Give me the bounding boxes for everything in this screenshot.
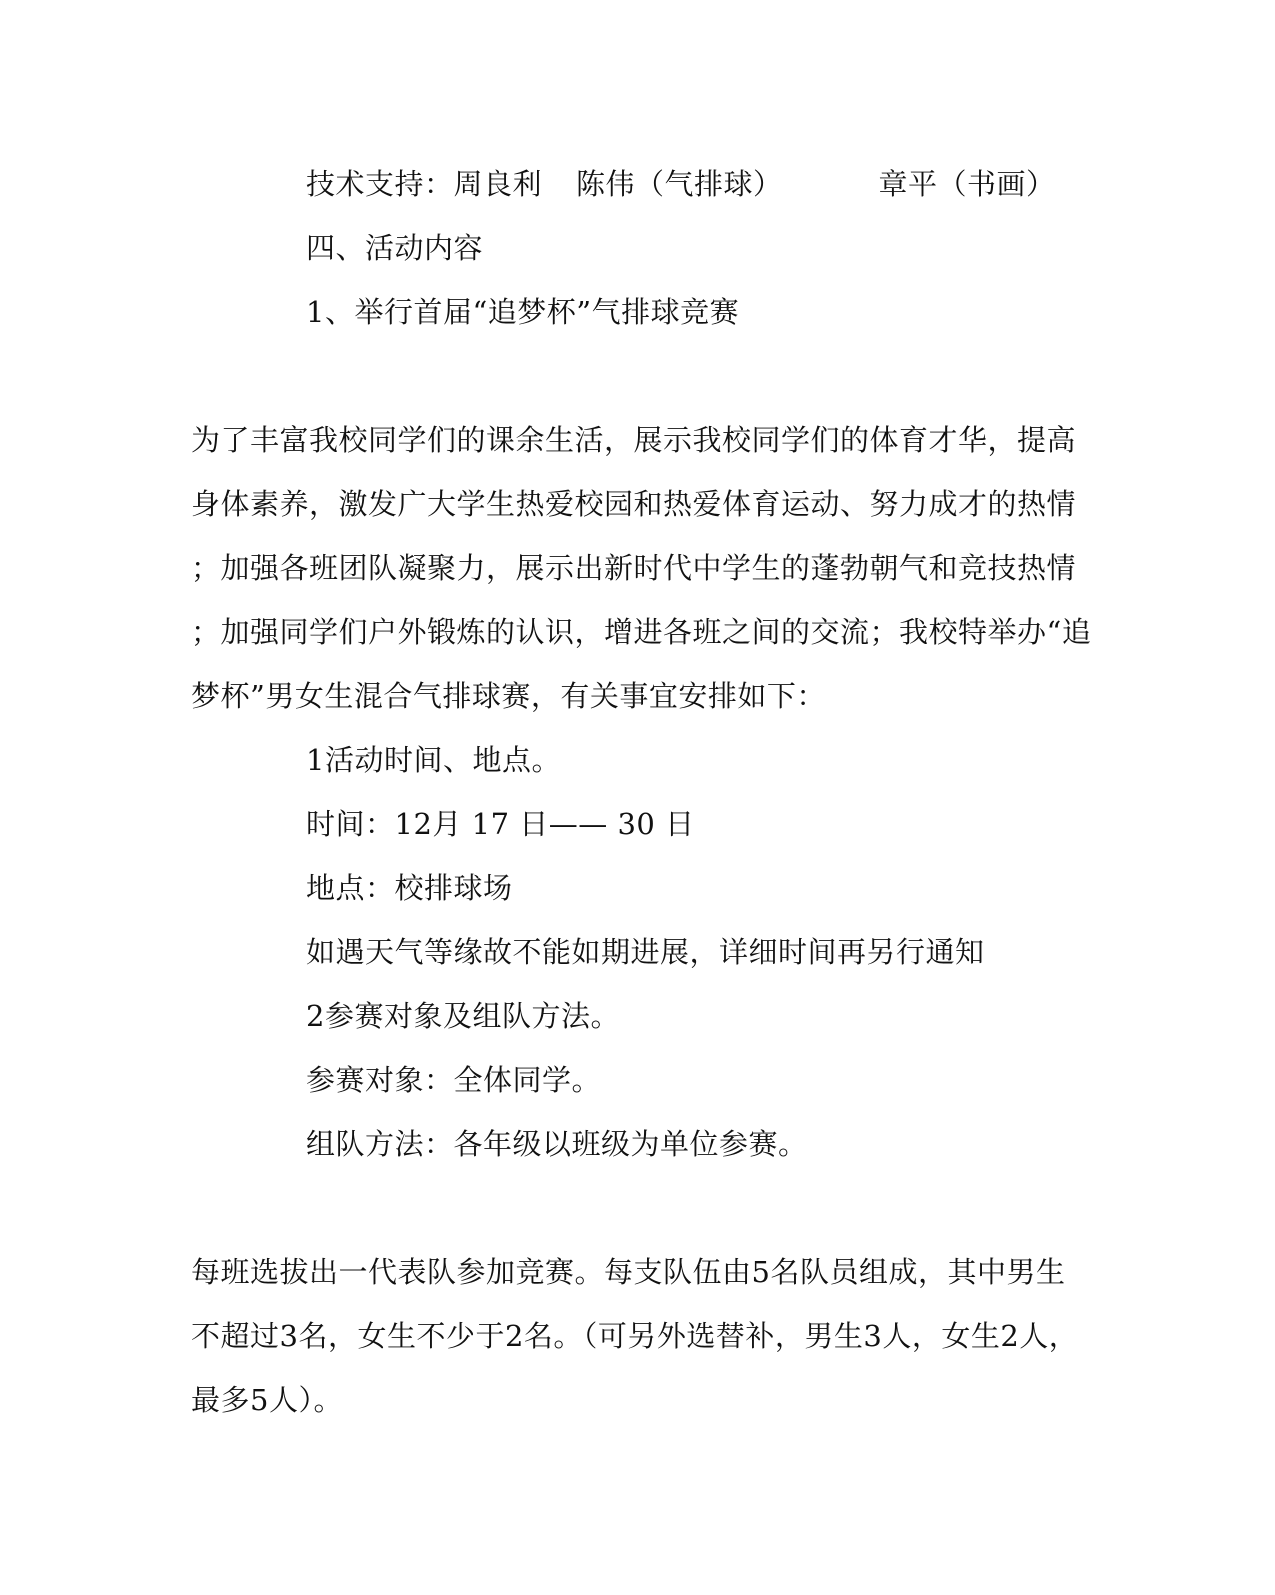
item-heading-competition: 1、举行首届“追梦杯”气排球竞赛 — [306, 295, 740, 329]
place-line: 地点：校排球场 — [306, 871, 513, 905]
intro-paragraph-line: 身体素养，激发广大学生热爱校园和热爱体育运动、努力成才的热情 — [191, 487, 1077, 521]
tech-support-label: 技术支持：周良利 — [306, 167, 543, 201]
team-rule-line: 最多5人）。 — [191, 1383, 343, 1417]
weather-notice-line: 如遇天气等缘故不能如期进展，详细时间再另行通知 — [306, 935, 985, 969]
tech-support-calligraphy: 章平（书画） — [878, 167, 1056, 201]
subsection-time-place: 1活动时间、地点。 — [306, 743, 561, 777]
intro-paragraph-line: ；加强同学们户外锻炼的认识，增进各班之间的交流；我校特举办“追 — [191, 615, 1092, 649]
tech-support-line — [306, 166, 1056, 202]
intro-paragraph-line: 为了丰富我校同学们的课余生活，展示我校同学们的体育才华，提高 — [191, 423, 1077, 457]
section-heading-activity-content: 四、活动内容 — [306, 231, 484, 265]
team-rule-line: 不超过3名，女生不少于2名。（可另外选替补，男生3人，女生2人， — [191, 1319, 1079, 1353]
participants-line: 参赛对象：全体同学。 — [306, 1063, 602, 1097]
team-rule-line: 每班选拔出一代表队参加竞赛。每支队伍由5名队员组成，其中男生 — [191, 1255, 1066, 1289]
intro-paragraph-line: ；加强各班团队凝聚力，展示出新时代中学生的蓬勃朝气和竞技热情 — [191, 551, 1077, 585]
intro-paragraph-line: 梦杯”男女生混合气排球赛，有关事宜安排如下： — [191, 679, 826, 713]
team-method-line: 组队方法：各年级以班级为单位参赛。 — [306, 1127, 808, 1161]
subsection-participants: 2参赛对象及组队方法。 — [306, 999, 620, 1033]
time-line: 时间：12月 17 日—— 30 日 — [306, 807, 695, 841]
tech-support-volleyball: 陈伟（气排球） — [576, 167, 783, 201]
